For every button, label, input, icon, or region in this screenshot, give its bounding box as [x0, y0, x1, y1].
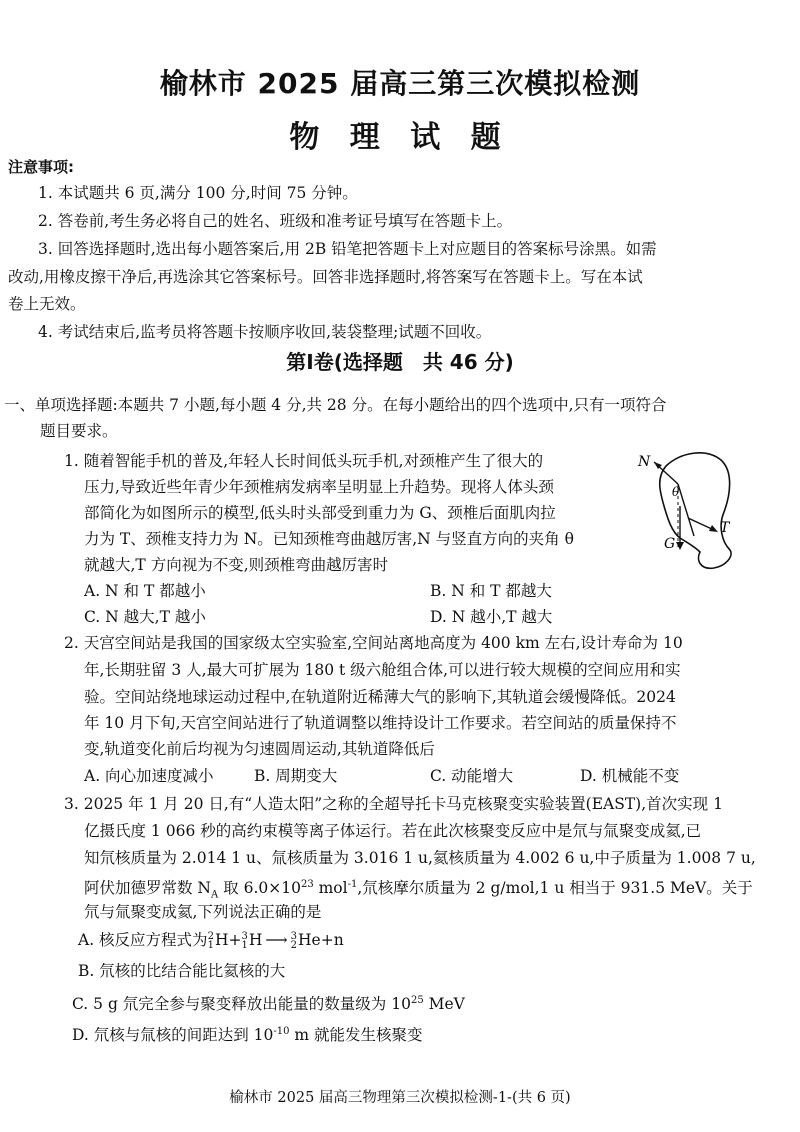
- q3-line-4: [84, 875, 753, 905]
- q3-option-d-unit: m 就能发生核聚变: [289, 1026, 423, 1045]
- notice-item-3-cont: 改动,用橡皮擦干净后,再选涂其它答案标号。回答非选择题时,将答案写在答题卡上。写在本试: [8, 268, 643, 286]
- notice-item-3: 3. 回答选择题时,选出每小题答案后,用 2B 铅笔把答题卡上对应题目的答案标号涂黑。如需: [38, 240, 657, 258]
- q1-line-4: 力为 T、颈椎支持力为 N。已知颈椎弯曲越厉害,N 与竖直方向的夹角 θ: [84, 530, 574, 548]
- q3-option-c-exponent: 25: [410, 995, 424, 1006]
- notice-item-4: 4. 考试结束后,监考员将答题卡按顺序收回,装袋整理;试题不回收。: [38, 323, 492, 341]
- q3-option-c-unit: MeV: [423, 995, 465, 1014]
- q3-option-b: B. 氘核的比结合能比氦核的大: [78, 962, 286, 980]
- q1-option-a: A. N 和 T 都越小: [84, 582, 206, 600]
- neutron-symbol: n: [333, 931, 344, 949]
- notice-item-3-cont2: 卷上无效。: [8, 295, 86, 313]
- q3-option-c-text: C. 5 g 氘完全参与聚变释放出能量的数量级为 10: [72, 995, 411, 1014]
- helium-isotope: [291, 932, 297, 950]
- label-n: N: [638, 454, 651, 470]
- helium-symbol: He: [297, 931, 321, 949]
- q2-line-5: 变,轨道变化前后均视为匀速圆周运动,其轨道降低后: [84, 740, 435, 758]
- q3-option-c: [72, 991, 465, 1014]
- q3-line-5: 氘与氚聚变成氦,下列说法正确的是: [84, 903, 322, 921]
- q3-line-1: 3. 2025 年 1 月 20 日,有“人造太阳”之称的全超导托卡马克核聚变实验装置(EAST),首次实现 1: [64, 795, 723, 813]
- part1-instructions-cont: 题目要求。: [40, 422, 118, 440]
- q2-option-b: B. 周期变大: [254, 767, 338, 785]
- q2-line-1: 2. 天宫空间站是我国的国家级太空实验室,空间站离地高度为 400 km 左右,设计寿命为 10: [64, 634, 683, 652]
- subject-title: 物 理 试 题: [289, 120, 511, 155]
- label-g: G: [664, 536, 676, 552]
- q3-line-3: 知氘核质量为 2.014 1 u、氚核质量为 3.016 1 u,氦核质量为 4.002 6 u,中子质量为 1.008 7 u,: [84, 849, 756, 867]
- notice-item-1: 1. 本试题共 6 页,满分 100 分,时间 75 分钟。: [38, 184, 358, 202]
- deuterium-z: 1: [207, 940, 214, 951]
- q2-line-2: 年,长期驻留 3 人,最大可扩展为 180 t 级六舱组合体,可以进行较大规模的空间应用和实: [84, 661, 681, 679]
- q1-line-2: 压力,导致近些年青少年颈椎病发病率呈明显上升趋势。现将人体头颈: [84, 478, 554, 496]
- section-title: 第Ⅰ卷(选择题 共 46 分): [286, 350, 514, 374]
- q2-line-3: 验。空间站绕地球运动过程中,在轨道附近稀薄大气的影响下,其轨道会缓慢降低。2024: [84, 688, 676, 706]
- q1-line-1: 1. 随着智能手机的普及,年轻人长时间低头玩手机,对颈椎产生了很大的: [64, 452, 544, 470]
- t-arrowhead: [709, 525, 718, 532]
- q2-option-c: C. 动能增大: [430, 767, 514, 785]
- label-theta: θ: [672, 485, 680, 499]
- g-arrowhead: [676, 542, 684, 550]
- tritium-symbol: H: [248, 931, 263, 949]
- q3-option-a: [78, 930, 344, 950]
- reaction-arrow: ⟶: [265, 931, 288, 949]
- helium-mass: 3: [290, 931, 297, 942]
- q3-option-a-prefix: A. 核反应方程式为: [78, 931, 208, 949]
- q3-option-d-exponent: -10: [273, 1026, 290, 1037]
- part1-instructions: 一、单项选择题:本题共 7 小题,每小题 4 分,共 28 分。在每小题给出的四个选项中,只有一项符合: [4, 396, 667, 414]
- q1-line-3: 部简化为如图所示的模型,低头时头部受到重力为 G、颈椎后面肌肉拉: [84, 504, 556, 522]
- plus-sign: +: [228, 931, 242, 949]
- exam-title: 榆林市 2025 届高三第三次模拟检测: [159, 67, 641, 100]
- q3-line-4-text-a: 阿伏加德罗常数 N: [84, 879, 211, 898]
- q3-line-2: 亿摄氏度 1 066 秒的高约束模等离子体运行。若在此次核聚变反应中是氘与氚聚变成氦,已: [84, 822, 702, 840]
- q1-line-5: 就越大,T 方向视为不变,则颈椎弯曲越厉害时: [84, 556, 389, 574]
- notice-heading: 注意事项:: [8, 158, 74, 176]
- avogadro-subscript: A: [211, 889, 219, 901]
- tritium-mass: 3: [241, 931, 248, 942]
- deuterium-symbol: H: [214, 931, 229, 949]
- q2-line-4: 年 10 月下旬,天宫空间站进行了轨道调整以维持设计工作要求。若空间站的质量保持不: [84, 714, 677, 732]
- mol-exponent: -1: [347, 879, 358, 890]
- q3-option-d-text: D. 氘核与氚核的间距达到 10: [72, 1026, 274, 1045]
- deuterium-isotope: [208, 932, 214, 950]
- notice-item-2: 2. 答卷前,考生务必将自己的姓名、班级和准考证号填写在答题卡上。: [38, 212, 513, 230]
- q2-option-d: D. 机械能不变: [580, 767, 680, 785]
- q1-option-b: B. N 和 T 都越大: [430, 582, 552, 600]
- page-footer: 榆林市 2025 届高三物理第三次模拟检测-1-(共 6 页): [229, 1090, 571, 1106]
- tritium-z: 1: [241, 940, 248, 951]
- helium-z: 2: [290, 940, 297, 951]
- plus-sign-2: +: [320, 931, 334, 949]
- tritium-isotope: [241, 932, 247, 950]
- q3-line-4-text-d: ,氘核摩尔质量为 2 g/mol,1 u 相当于 931.5 MeV。关于: [357, 879, 753, 898]
- q3-line-4-text-c: mol: [313, 879, 348, 898]
- label-t: T: [720, 520, 730, 536]
- avogadro-exponent: 23: [300, 879, 314, 890]
- q1-option-d: D. N 越小,T 越大: [430, 608, 553, 626]
- q2-option-a: A. 向心加速度减小: [84, 767, 214, 785]
- q3-line-4-text-b: 取 6.0×10: [218, 879, 301, 898]
- neck-model-figure: [626, 446, 746, 582]
- q3-option-d: [72, 1022, 423, 1045]
- deuterium-mass: 2: [207, 931, 214, 942]
- q1-option-c: C. N 越大,T 越小: [84, 608, 206, 626]
